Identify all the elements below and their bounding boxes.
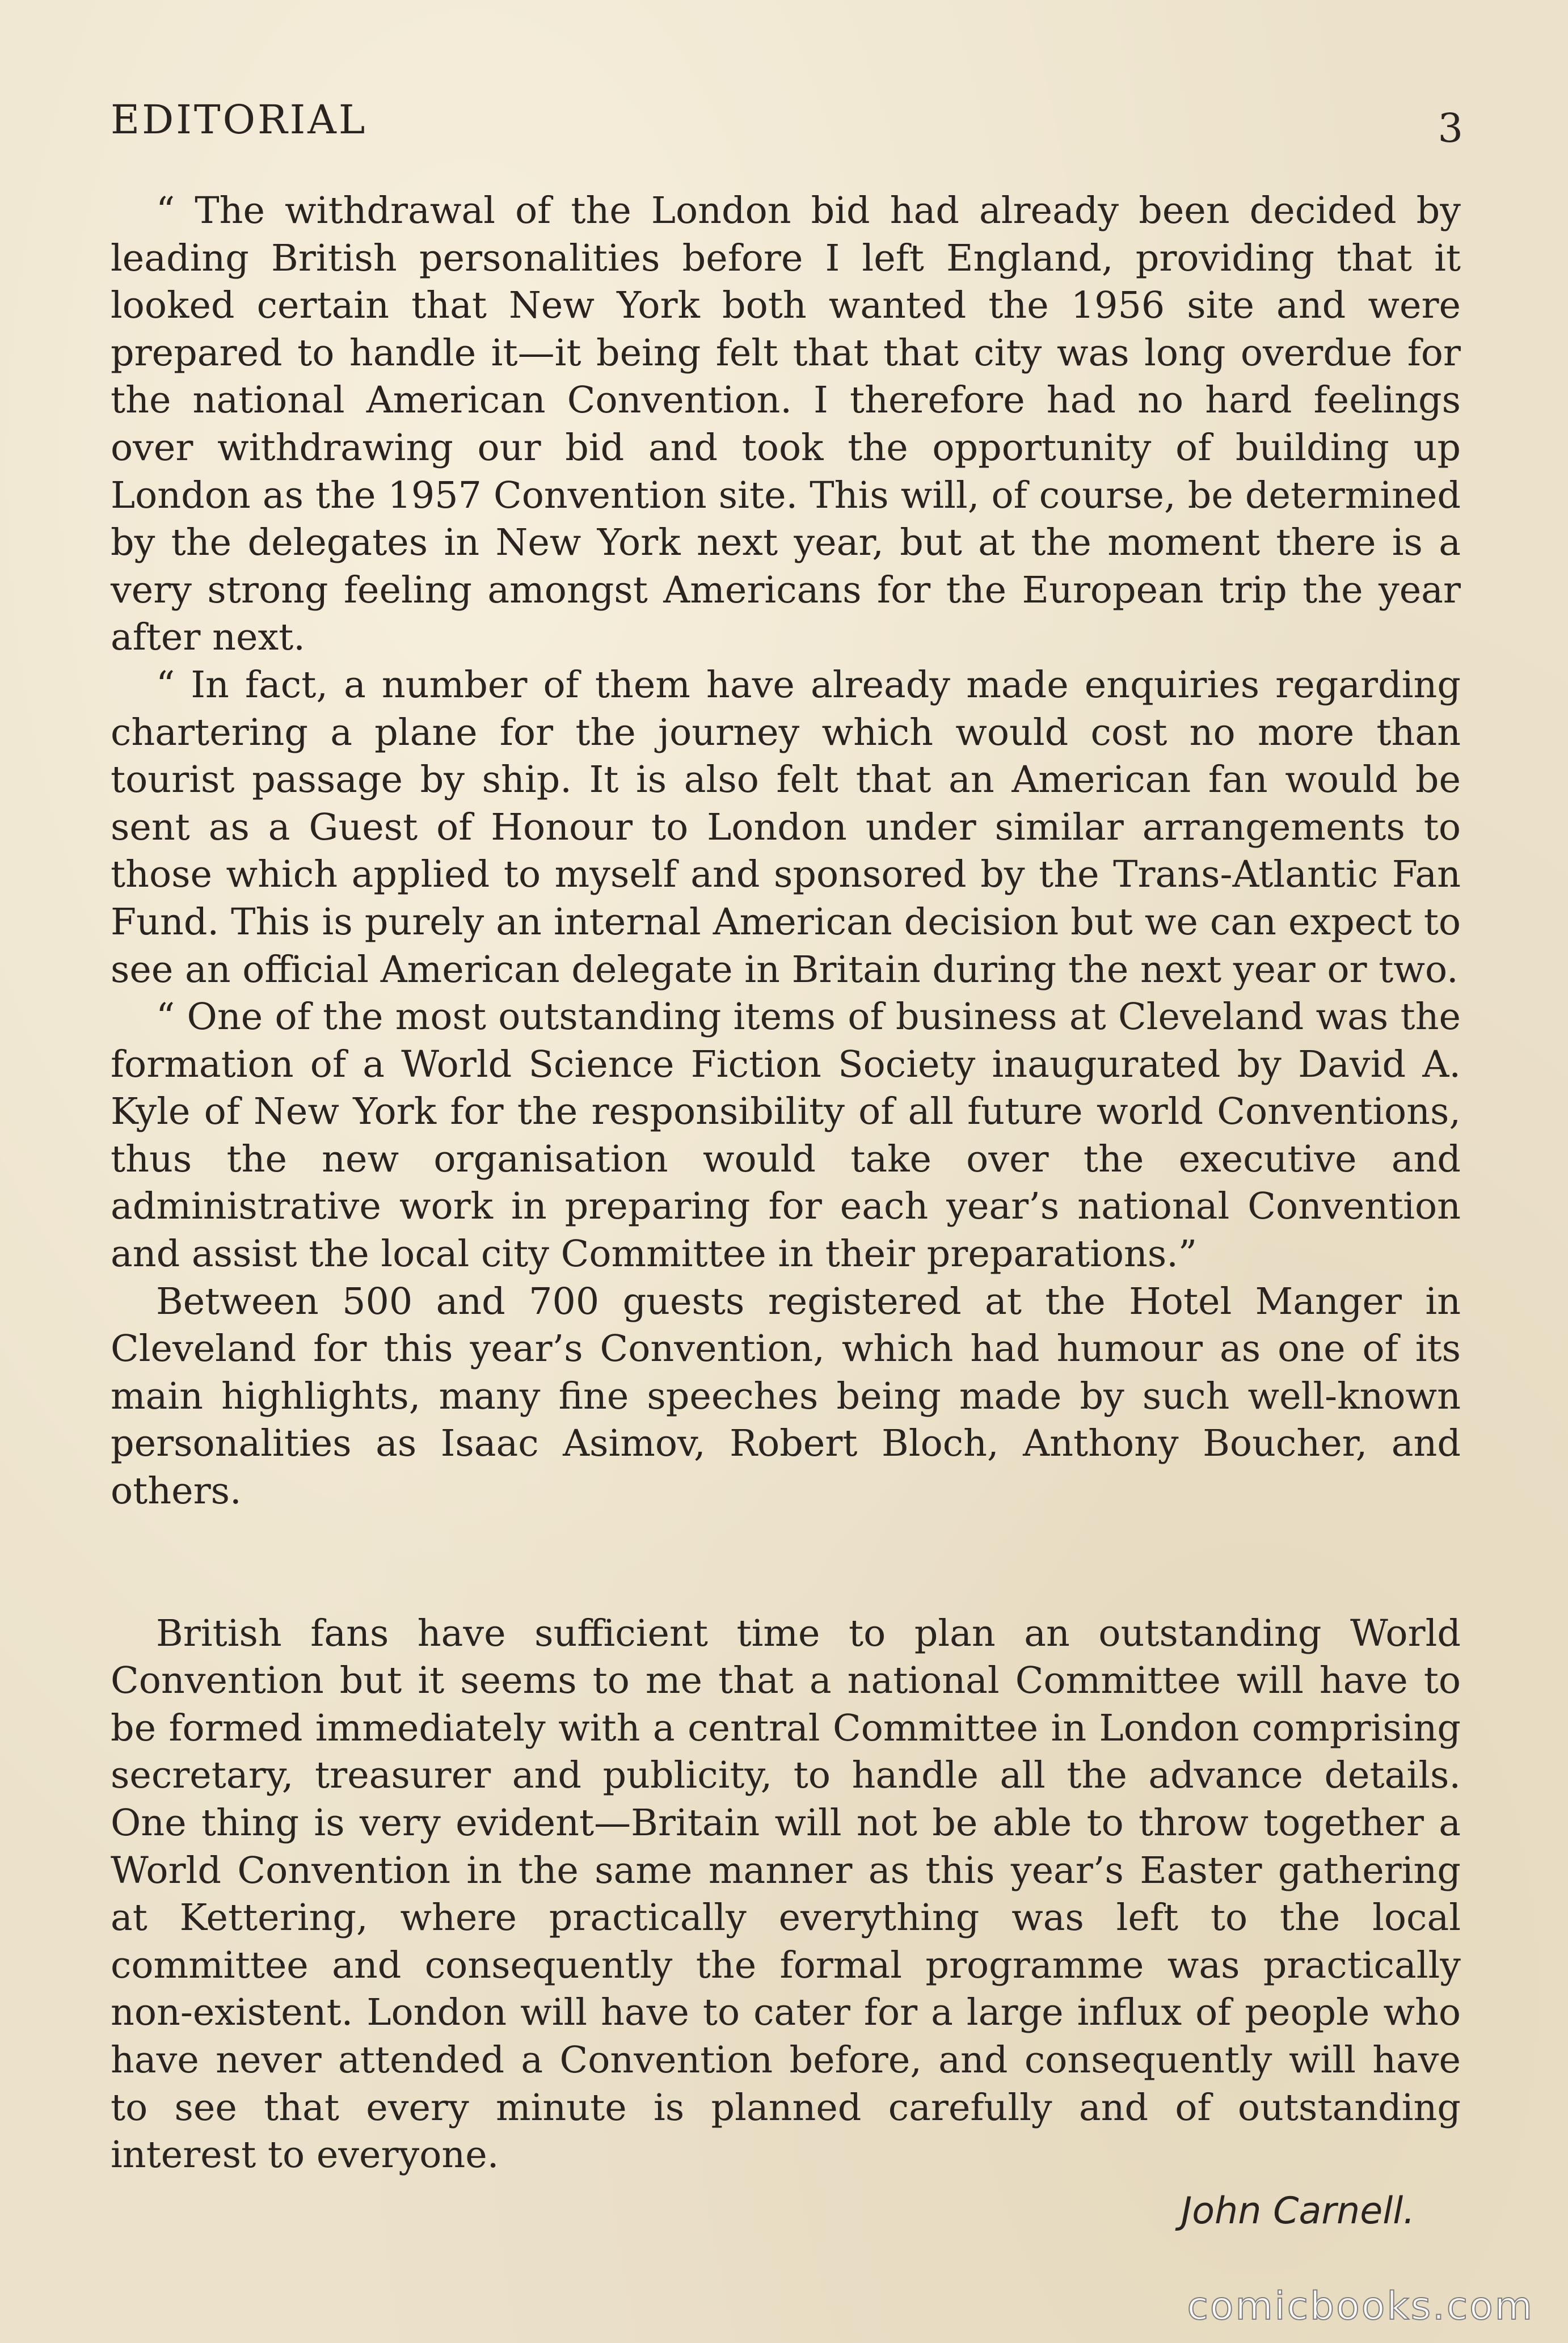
paragraph-british-convention: British fans have sufficient time to plan an outstanding World Convention but it seems to me that a national Committee will have to be formed immediately with a central Committee in London comprising secretary, treasurer and publicity, to handle all the advance details. One thing is very evident—Britain will not be able to throw together a World Convention in the same manner as this year’s Easter gathering at Kettering, where practically everything was left to the local committee and consequently the formal programme was practically non-existent. London will have to cater for a large influx of people who have never attended a Convention before, and consequently will have to see that every minute is planned carefully and of outstanding interest to everyone. xyxy=(111,1612,1461,2177)
page-number: 3 xyxy=(1438,105,1463,151)
paragraph-london-bid: “ The withdrawal of the London bid had already been decided by leading British personalities before I left England, providing that it looked certain that New York both wanted the 1956 site and were prepared to handle it—it being felt that that city was long overdue for the national American Convention. I therefore had no hard feelings over withdrawing our bid and took the opportunity of building up London as the 1957 Convention site. This will, of course, be determined by the delegates in New York next year, but at the moment there is a very strong feeling amongst Americans for the European trip the year after next. xyxy=(111,189,1461,659)
paragraph-world-sf-society: “ One of the most outstanding items of business at Cleveland was the formation of a World Science Fiction Society inaugurated by David A. Kyle of New York for the responsibility of all future world Conventions, thus the new organisation would take over the executive and administrative work in preparing for each year’s national Convention and assist the local city Committee in their preparations.” xyxy=(111,996,1461,1276)
paragraph-charter-plane: “ In fact, a number of them have already made enquiries regarding chartering a plane for the journey which would cost no more than tourist passage by ship. It is also felt that an American fan would be sent as a Guest of Honour to London under similar arrangements to those which applied to myself and sponsored by the Trans-Atlantic Fan Fund. This is purely an internal American decision but we can expect to see an official American delegate in Britain during the next year or two. xyxy=(111,663,1461,991)
editorial-body xyxy=(111,187,1461,2179)
author-signature: John Carnell. xyxy=(1181,2190,1415,2232)
site-watermark: comicbooks.com xyxy=(1187,2284,1534,2329)
section-break xyxy=(111,1515,1461,1610)
running-head: EDITORIAL xyxy=(111,96,368,143)
paragraph-cleveland-guests: Between 500 and 700 guests registered at the Hotel Manger in Cleveland for this year’s Convention, which had humour as one of its main highlights, many fine speeches being made by such well-known personalities as Isaac Asimov, Robert Bloch, Anthony Boucher, and others. xyxy=(111,1280,1461,1513)
